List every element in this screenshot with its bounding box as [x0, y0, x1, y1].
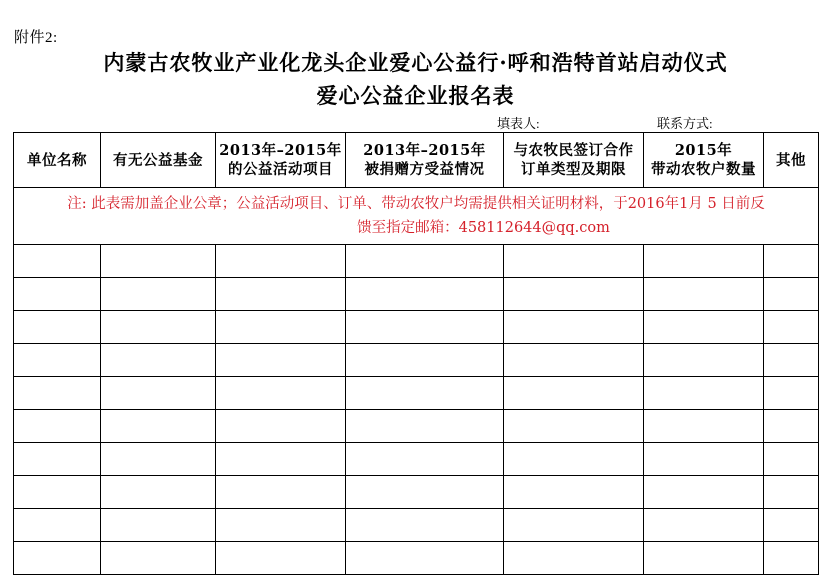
table-cell[interactable]: [14, 509, 101, 542]
table-row[interactable]: [14, 410, 819, 443]
table-cell[interactable]: [14, 377, 101, 410]
table-cell[interactable]: [101, 443, 216, 476]
table-row[interactable]: [14, 377, 819, 410]
table-note-row: [14, 188, 819, 245]
document-title: [0, 48, 831, 111]
table-cell[interactable]: [644, 245, 764, 278]
table-cell[interactable]: [504, 311, 644, 344]
table-row[interactable]: [14, 509, 819, 542]
table-cell[interactable]: [644, 311, 764, 344]
table-row[interactable]: [14, 311, 819, 344]
table-cell[interactable]: [216, 542, 346, 575]
table-cell[interactable]: [101, 509, 216, 542]
table-cell[interactable]: [504, 542, 644, 575]
table-row[interactable]: [14, 443, 819, 476]
table-cell[interactable]: [216, 245, 346, 278]
table-cell[interactable]: [14, 443, 101, 476]
table-cell[interactable]: [504, 344, 644, 377]
title-line-2: 爱心公益企业报名表: [316, 83, 515, 108]
table-row[interactable]: [14, 245, 819, 278]
table-cell[interactable]: [216, 476, 346, 509]
header-contract-type: 与农牧民签订合作 订单类型及期限: [504, 133, 644, 188]
note-line-2: 馈至指定邮箱：458112644@qq.com: [357, 220, 610, 236]
table-cell[interactable]: [346, 344, 504, 377]
header-household-count: 2015年 带动农牧户数量: [644, 133, 764, 188]
table-cell[interactable]: [644, 443, 764, 476]
table-cell[interactable]: [346, 377, 504, 410]
table-cell[interactable]: [644, 344, 764, 377]
header-unit-name: 单位名称: [14, 133, 101, 188]
table-cell[interactable]: [346, 476, 504, 509]
header-charity-projects: 2013年–2015年 的公益活动项目: [216, 133, 346, 188]
table-cell[interactable]: [504, 410, 644, 443]
table-cell[interactable]: [764, 344, 819, 377]
table-cell[interactable]: [216, 509, 346, 542]
table-cell[interactable]: [644, 509, 764, 542]
table-cell[interactable]: [764, 410, 819, 443]
header-beneficiary: 2013年–2015年 被捐赠方受益情况: [346, 133, 504, 188]
table-cell[interactable]: [216, 344, 346, 377]
table-cell[interactable]: [14, 476, 101, 509]
table-header-row: [14, 133, 819, 188]
table-cell[interactable]: [101, 476, 216, 509]
table-row[interactable]: [14, 344, 819, 377]
table-cell[interactable]: [504, 278, 644, 311]
table-cell[interactable]: [14, 278, 101, 311]
contact-label: 联系方式:: [657, 116, 713, 131]
table-cell[interactable]: [644, 410, 764, 443]
table-cell[interactable]: [504, 509, 644, 542]
table-cell[interactable]: [504, 245, 644, 278]
table-cell[interactable]: [346, 542, 504, 575]
table-cell[interactable]: [764, 245, 819, 278]
form-meta-row: [0, 113, 831, 131]
table-cell[interactable]: [14, 245, 101, 278]
table-cell[interactable]: [504, 476, 644, 509]
table-cell[interactable]: [101, 410, 216, 443]
table-cell[interactable]: [14, 542, 101, 575]
table-cell[interactable]: [644, 278, 764, 311]
note-line-1: 注: 此表需加盖企业公章；公益活动项目、订单、带动农牧户均需提供相关证明材料，于2016年1月 5 日前反: [67, 196, 765, 212]
table-row[interactable]: [14, 278, 819, 311]
table-cell[interactable]: [764, 542, 819, 575]
table-cell[interactable]: [14, 344, 101, 377]
table-cell[interactable]: [764, 311, 819, 344]
table-cell[interactable]: [101, 344, 216, 377]
table-cell[interactable]: [101, 311, 216, 344]
table-note: [14, 188, 819, 245]
table-cell[interactable]: [764, 377, 819, 410]
table-cell[interactable]: [504, 377, 644, 410]
attachment-label: 附件2:: [14, 30, 58, 46]
table-cell[interactable]: [346, 245, 504, 278]
table-cell[interactable]: [764, 443, 819, 476]
table-cell[interactable]: [764, 509, 819, 542]
table-cell[interactable]: [346, 278, 504, 311]
table-cell[interactable]: [346, 410, 504, 443]
table-cell[interactable]: [101, 245, 216, 278]
table-cell[interactable]: [644, 476, 764, 509]
table-cell[interactable]: [216, 443, 346, 476]
table-cell[interactable]: [644, 377, 764, 410]
header-public-fund: 有无公益基金: [101, 133, 216, 188]
table-cell[interactable]: [216, 278, 346, 311]
filler-label: 填表人:: [497, 116, 540, 131]
header-other: 其他: [764, 133, 819, 188]
table-cell[interactable]: [346, 443, 504, 476]
table-cell[interactable]: [101, 542, 216, 575]
table-cell[interactable]: [644, 542, 764, 575]
table-cell[interactable]: [346, 311, 504, 344]
registration-table: [13, 132, 819, 575]
title-line-1: 内蒙古农牧业产业化龙头企业爱心公益行·呼和浩特首站启动仪式: [103, 50, 728, 75]
table-cell[interactable]: [764, 278, 819, 311]
table-cell[interactable]: [216, 410, 346, 443]
table-row[interactable]: [14, 476, 819, 509]
table-cell[interactable]: [14, 311, 101, 344]
table-cell[interactable]: [101, 377, 216, 410]
table-cell[interactable]: [216, 377, 346, 410]
table-cell[interactable]: [216, 311, 346, 344]
table-row[interactable]: [14, 542, 819, 575]
table-cell[interactable]: [346, 509, 504, 542]
table-cell[interactable]: [101, 278, 216, 311]
table-cell[interactable]: [14, 410, 101, 443]
table-cell[interactable]: [504, 443, 644, 476]
table-cell[interactable]: [764, 476, 819, 509]
